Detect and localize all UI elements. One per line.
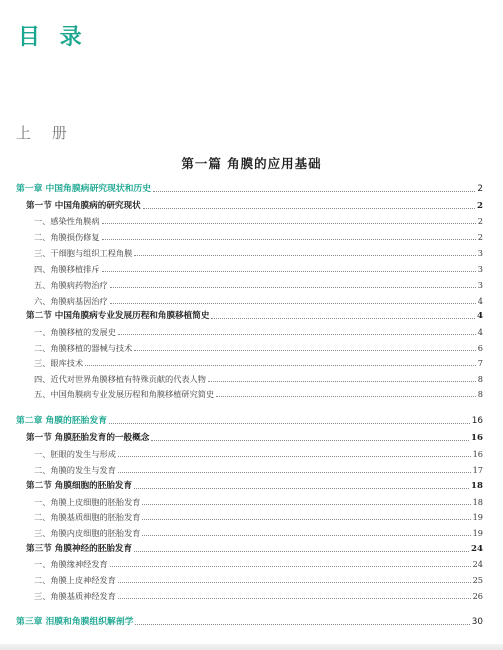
toc-chapter-entry[interactable]: [16, 615, 483, 629]
dot-leader: [118, 581, 471, 583]
toc-entry-label: 第三章 泪膜和角膜组织解剖学: [16, 617, 134, 627]
toc-entry-label: 第三节 角膜神经的胚胎发育: [26, 544, 133, 554]
toc-sub-entry[interactable]: [34, 294, 483, 308]
toc-entry-label: 六、角膜病基因治疗: [34, 296, 108, 306]
dot-leader: [109, 422, 470, 424]
toc-sub-entry[interactable]: [34, 463, 483, 477]
toc-sub-entry[interactable]: [34, 526, 483, 540]
toc-entry-page: 26: [472, 591, 483, 601]
toc-chapter-entry[interactable]: [16, 182, 483, 196]
dot-leader: [134, 254, 476, 256]
toc-sub-entry[interactable]: [34, 278, 483, 292]
toc-entry-label: 第二节 角膜细胞的胚胎发育: [26, 481, 133, 491]
toc-sub-entry[interactable]: [34, 495, 483, 509]
toc-entry-label: 第一章 中国角膜病研究现状和历史: [16, 184, 152, 194]
toc-section-entry[interactable]: [26, 542, 483, 556]
dot-leader: [118, 455, 471, 457]
dot-leader: [102, 222, 476, 224]
toc-entry-label: 四、近代对世界角膜移植有特殊贡献的代表人物: [34, 374, 206, 384]
toc-entry-page: 3: [477, 248, 483, 258]
toc-entry-page: 2: [477, 184, 483, 194]
toc-entry-page: 2: [477, 216, 483, 226]
dot-leader: [102, 270, 476, 272]
toc-entry-label: 三、眼库技术: [34, 358, 84, 368]
toc-title: 目 录: [18, 25, 88, 50]
page-bottom-edge: [0, 644, 503, 650]
toc-entry-page: 17: [472, 465, 483, 475]
toc-entry-label: 五、中国角膜病专业发展历程和角膜移植研究简史: [34, 389, 215, 399]
dot-leader: [135, 623, 469, 625]
dot-leader: [216, 395, 476, 397]
toc-sub-entry[interactable]: [34, 341, 483, 355]
toc-entry-label: 一、角膜缘神经发育: [34, 559, 108, 569]
toc-entry-page: 24: [472, 559, 483, 569]
toc-sub-entry[interactable]: [34, 387, 483, 401]
toc-entry-page: 16: [471, 433, 483, 443]
toc-entry-label: 四、角膜移植排斥: [34, 264, 100, 274]
toc-sub-entry[interactable]: [34, 356, 483, 370]
toc-entry-page: 4: [477, 311, 483, 321]
dot-leader: [142, 534, 470, 536]
toc-entry-page: 7: [477, 358, 483, 368]
toc-section-entry[interactable]: [26, 309, 483, 323]
toc-entry-label: 二、角膜损伤修复: [34, 232, 100, 242]
toc-chapter-entry[interactable]: [16, 414, 483, 428]
toc-entry-page: 19: [472, 528, 483, 538]
toc-entry-page: 3: [477, 280, 483, 290]
toc-entry-page: 3: [477, 264, 483, 274]
dot-leader: [142, 518, 470, 520]
toc-sub-entry[interactable]: [34, 372, 483, 386]
toc-entry-page: 16: [471, 416, 483, 426]
toc-entry-label: 一、角膜上皮细胞的胚胎发育: [34, 497, 141, 507]
toc-entry-label: 二、角膜移植的器械与技术: [34, 343, 133, 353]
toc-entry-page: 2: [477, 201, 483, 211]
toc-entry-page: 8: [477, 389, 483, 399]
toc-entry-label: 三、角膜内皮细胞的胚胎发育: [34, 528, 141, 538]
toc-entry-label: 第一节 角膜胚胎发育的一般概念: [26, 433, 150, 443]
volume-label: 上 册: [16, 124, 75, 142]
toc-sub-entry[interactable]: [34, 589, 483, 603]
toc-entry-label: 二、角膜上皮神经发育: [34, 575, 116, 585]
dot-leader: [118, 471, 471, 473]
dot-leader: [151, 439, 469, 441]
toc-entry-label: 二、角膜的发生与发育: [34, 465, 116, 475]
toc-entry-label: 第一节 中国角膜病的研究现状: [26, 201, 141, 211]
toc-entry-label: 三、干细胞与组织工程角膜: [34, 248, 133, 258]
dot-leader: [118, 333, 476, 335]
toc-entry-page: 4: [477, 296, 483, 306]
toc-sub-entry[interactable]: [34, 214, 483, 228]
toc-entry-page: 18: [471, 481, 483, 491]
toc-sub-entry[interactable]: [34, 246, 483, 260]
dot-leader: [110, 565, 471, 567]
dot-leader: [208, 380, 476, 382]
toc-entry-label: 二、角膜基质细胞的胚胎发育: [34, 512, 141, 522]
toc-entry-page: 30: [471, 617, 483, 627]
toc-sub-entry[interactable]: [34, 510, 483, 524]
dot-leader: [110, 286, 476, 288]
toc-entry-label: 一、胚眼的发生与形成: [34, 449, 116, 459]
toc-entry-page: 19: [472, 512, 483, 522]
dot-leader: [153, 190, 475, 192]
toc-entry-label: 三、角膜基质神经发育: [34, 591, 116, 601]
toc-entry-label: 一、角膜移植的发展史: [34, 327, 116, 337]
toc-entry-label: 第二章 角膜的胚胎发育: [16, 416, 108, 426]
toc-entry-page: 6: [477, 343, 483, 353]
dot-leader: [134, 550, 469, 552]
part-title: 第一篇 角膜的应用基础: [181, 156, 322, 171]
toc-sub-entry[interactable]: [34, 573, 483, 587]
dot-leader: [102, 238, 476, 240]
toc-section-entry[interactable]: [26, 431, 483, 445]
dot-leader: [110, 302, 476, 304]
toc-entry-page: 24: [471, 544, 483, 554]
toc-entry-page: 16: [472, 449, 483, 459]
dot-leader: [143, 207, 475, 209]
toc-entry-label: 五、角膜病药物治疗: [34, 280, 108, 290]
toc-sub-entry[interactable]: [34, 230, 483, 244]
dot-leader: [118, 597, 471, 599]
toc-section-entry[interactable]: [26, 199, 483, 213]
toc-entry-page: 25: [472, 575, 483, 585]
toc-entry-page: 4: [477, 327, 483, 337]
dot-leader: [134, 487, 469, 489]
toc-sub-entry[interactable]: [34, 557, 483, 571]
toc-section-entry[interactable]: [26, 479, 483, 493]
dot-leader: [85, 364, 476, 366]
toc-entry-page: 8: [477, 374, 483, 384]
toc-entry-page: 2: [477, 232, 483, 242]
dot-leader: [211, 317, 475, 319]
toc-entry-label: 第二节 中国角膜病专业发展历程和角膜移植简史: [26, 311, 210, 321]
toc-sub-entry[interactable]: [34, 447, 483, 461]
toc-sub-entry[interactable]: [34, 325, 483, 339]
dot-leader: [142, 503, 470, 505]
dot-leader: [134, 349, 476, 351]
toc-sub-entry[interactable]: [34, 262, 483, 276]
toc-entry-page: 18: [472, 497, 483, 507]
toc-entry-label: 一、感染性角膜病: [34, 216, 100, 226]
